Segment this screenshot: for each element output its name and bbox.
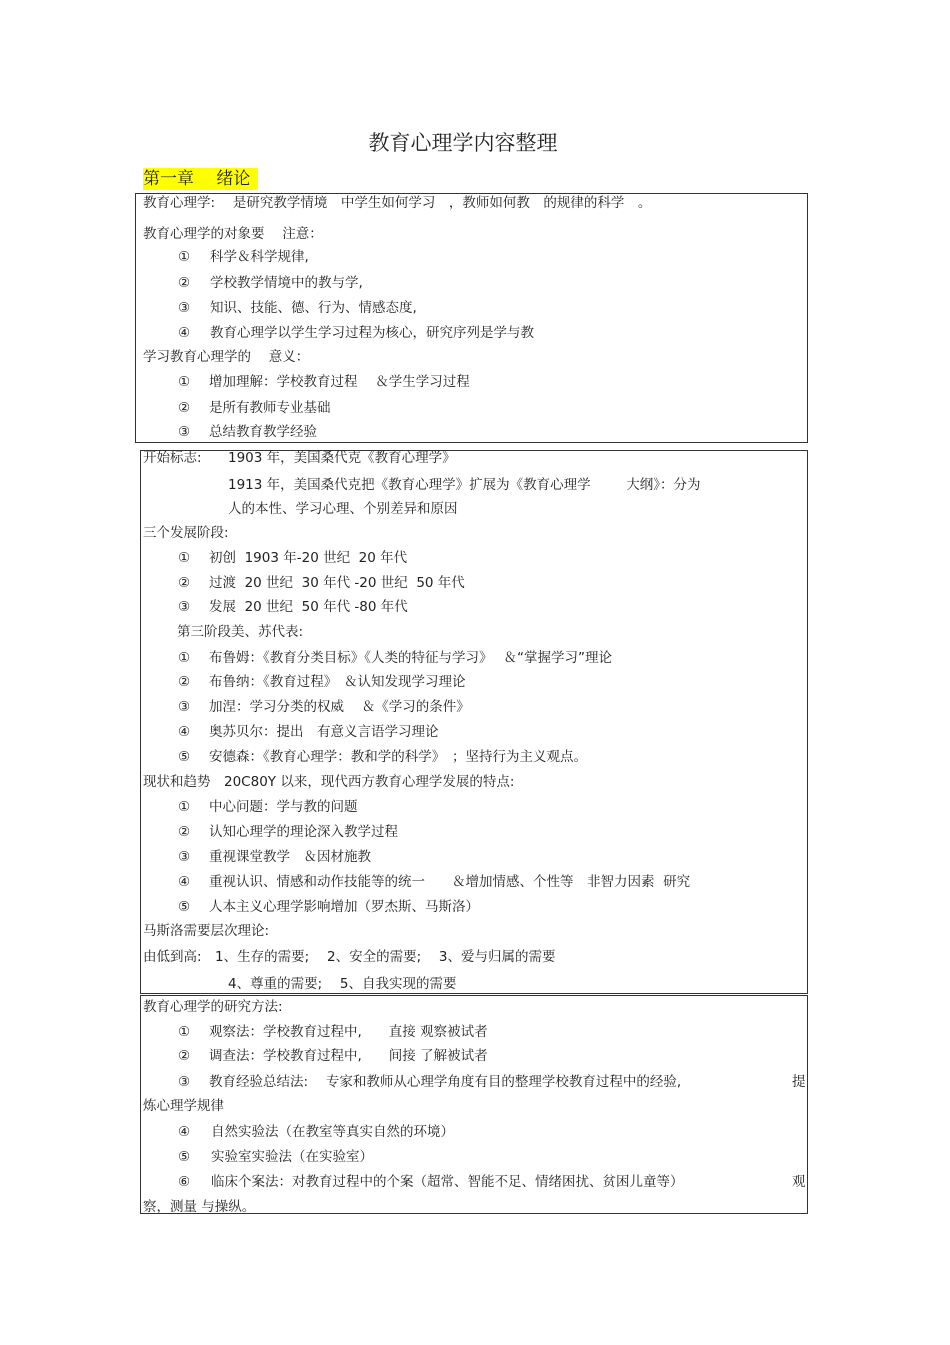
text-line: 1913 年，美国桑代克把《教育心理学》扩展为《教育心理学 大纲》：分为 <box>228 477 701 493</box>
text-line: 开始标志: <box>143 450 202 466</box>
list-number: ② <box>178 400 191 416</box>
list-number: ① <box>178 650 191 666</box>
text-line: 临床个案法：对教育过程中的个案（超常、智能不足、情绪困扰、贫困儿童等） <box>211 1174 684 1190</box>
text-line: 布鲁姆：《教育分类目标》《人类的特征与学习》 ＆“掌握学习”理论 <box>209 650 613 666</box>
list-number: ① <box>178 799 191 815</box>
list-number: ④ <box>178 325 191 341</box>
text-line: 重视认识、情感和动作技能等的统一 ＆增加情感、个性等 非智力因素 研究 <box>209 874 691 890</box>
text-line: 人本主义心理学影响增加（罗杰斯、马斯洛） <box>209 899 479 915</box>
document-title: 教育心理学内容整理 <box>368 131 558 155</box>
text-line: 三个发展阶段: <box>143 525 229 541</box>
text-line: 自然实验法（在教室等真实自然的环境） <box>211 1124 454 1140</box>
list-number: ④ <box>178 874 191 890</box>
text-line: 重视课堂教学 ＆因材施教 <box>209 849 371 865</box>
text-line: 由低到高: 1、生存的需要; 2、安全的需要; 3、爱与归属的需要 <box>143 949 556 965</box>
list-number: ⑥ <box>178 1174 191 1190</box>
text-line: 现状和趋势 20C80Y 以来，现代西方教育心理学发展的特点: <box>143 774 515 790</box>
list-number: ② <box>178 824 191 840</box>
text-line: 认知心理学的理论深入教学过程 <box>209 824 398 840</box>
text-line: 是所有教师专业基础 <box>209 400 331 416</box>
text-line: 总结教育教学经验 <box>209 424 317 440</box>
text-line: 观察法：学校教育过程中, 直接 观察被试者 <box>209 1024 488 1040</box>
text-line: 知识、技能、德、行为、情感态度, <box>210 300 417 316</box>
text-line: 教育心理学的研究方法: <box>143 999 283 1015</box>
list-number: ① <box>178 550 191 566</box>
list-number: ② <box>178 1048 191 1064</box>
text-line: 1903 年，美国桑代克《教育心理学》 <box>228 450 456 466</box>
text-line: 第三阶段美、苏代表: <box>177 624 304 640</box>
text-line: 学校教学情境中的教与学, <box>210 275 363 291</box>
list-number: ③ <box>178 599 191 615</box>
list-number: ③ <box>178 1074 191 1090</box>
list-number: ③ <box>178 699 191 715</box>
text-line: 初创 1903 年-20 世纪 20 年代 <box>209 550 408 566</box>
list-number: ③ <box>178 300 191 316</box>
list-number: ④ <box>178 1124 191 1140</box>
text-line: 布鲁纳：《教育过程》 ＆认知发现学习理论 <box>209 674 466 690</box>
text-line: 人的本性、学习心理、个别差异和原因 <box>228 501 458 517</box>
text-line: 加涅：学习分类的权威 ＆《学习的条件》 <box>209 699 470 715</box>
text-line: 科学＆科学规律, <box>210 249 309 265</box>
text-line: 马斯洛需要层次理论: <box>143 923 270 939</box>
list-number: ⑤ <box>178 899 191 915</box>
list-number: ③ <box>178 424 191 440</box>
list-number: ② <box>178 575 191 591</box>
text-line: 炼心理学规律 <box>143 1098 224 1114</box>
text-line: 增加理解：学校教育过程 ＆学生学习过程 <box>209 374 470 390</box>
text-line: 奥苏贝尔：提出 有意义言语学习理论 <box>209 724 439 740</box>
text-line: 发展 20 世纪 50 年代 -80 年代 <box>209 599 408 615</box>
text-line: 4、尊重的需要; 5、自我实现的需要 <box>228 976 457 992</box>
list-number: ③ <box>178 849 191 865</box>
list-number: ⑤ <box>178 749 191 765</box>
text-line: 教育心理学以学生学习过程为核心，研究序列是学与教 <box>210 325 534 341</box>
text-line: 调查法：学校教育过程中, 间接 了解被试者 <box>209 1048 488 1064</box>
text-line: 安德森：《教育心理学：教和学的科学》 ；坚持行为主义观点。 <box>209 749 587 765</box>
text-line: 教育心理学的对象要 注意： <box>143 226 323 242</box>
text-line: 学习教育心理学的 意义： <box>143 349 310 365</box>
chapter-heading: 第一章 绪论 <box>143 168 258 190</box>
list-number: ① <box>178 1024 191 1040</box>
list-number: ② <box>178 275 191 291</box>
text-line: 提 <box>792 1074 806 1090</box>
list-number: ⑤ <box>178 1149 191 1165</box>
text-line: 教育心理学: 是研究教学情境 中学生如何学习 ，教师如何教 的规律的科学 。 <box>143 195 652 211</box>
text-line: 察，测量 与操纵。 <box>143 1199 256 1215</box>
list-number: ① <box>178 249 191 265</box>
text-line: 教育经验总结法: 专家和教师从心理学角度有目的整理学校教育过程中的经验, <box>209 1074 682 1090</box>
text-line: 过渡 20 世纪 30 年代 -20 世纪 50 年代 <box>209 575 465 591</box>
list-number: ④ <box>178 724 191 740</box>
list-number: ② <box>178 674 191 690</box>
text-line: 实验室实验法（在实验室） <box>211 1149 373 1165</box>
text-line: 观 <box>792 1174 806 1190</box>
list-number: ① <box>178 374 191 390</box>
text-line: 中心问题：学与教的问题 <box>209 799 358 815</box>
